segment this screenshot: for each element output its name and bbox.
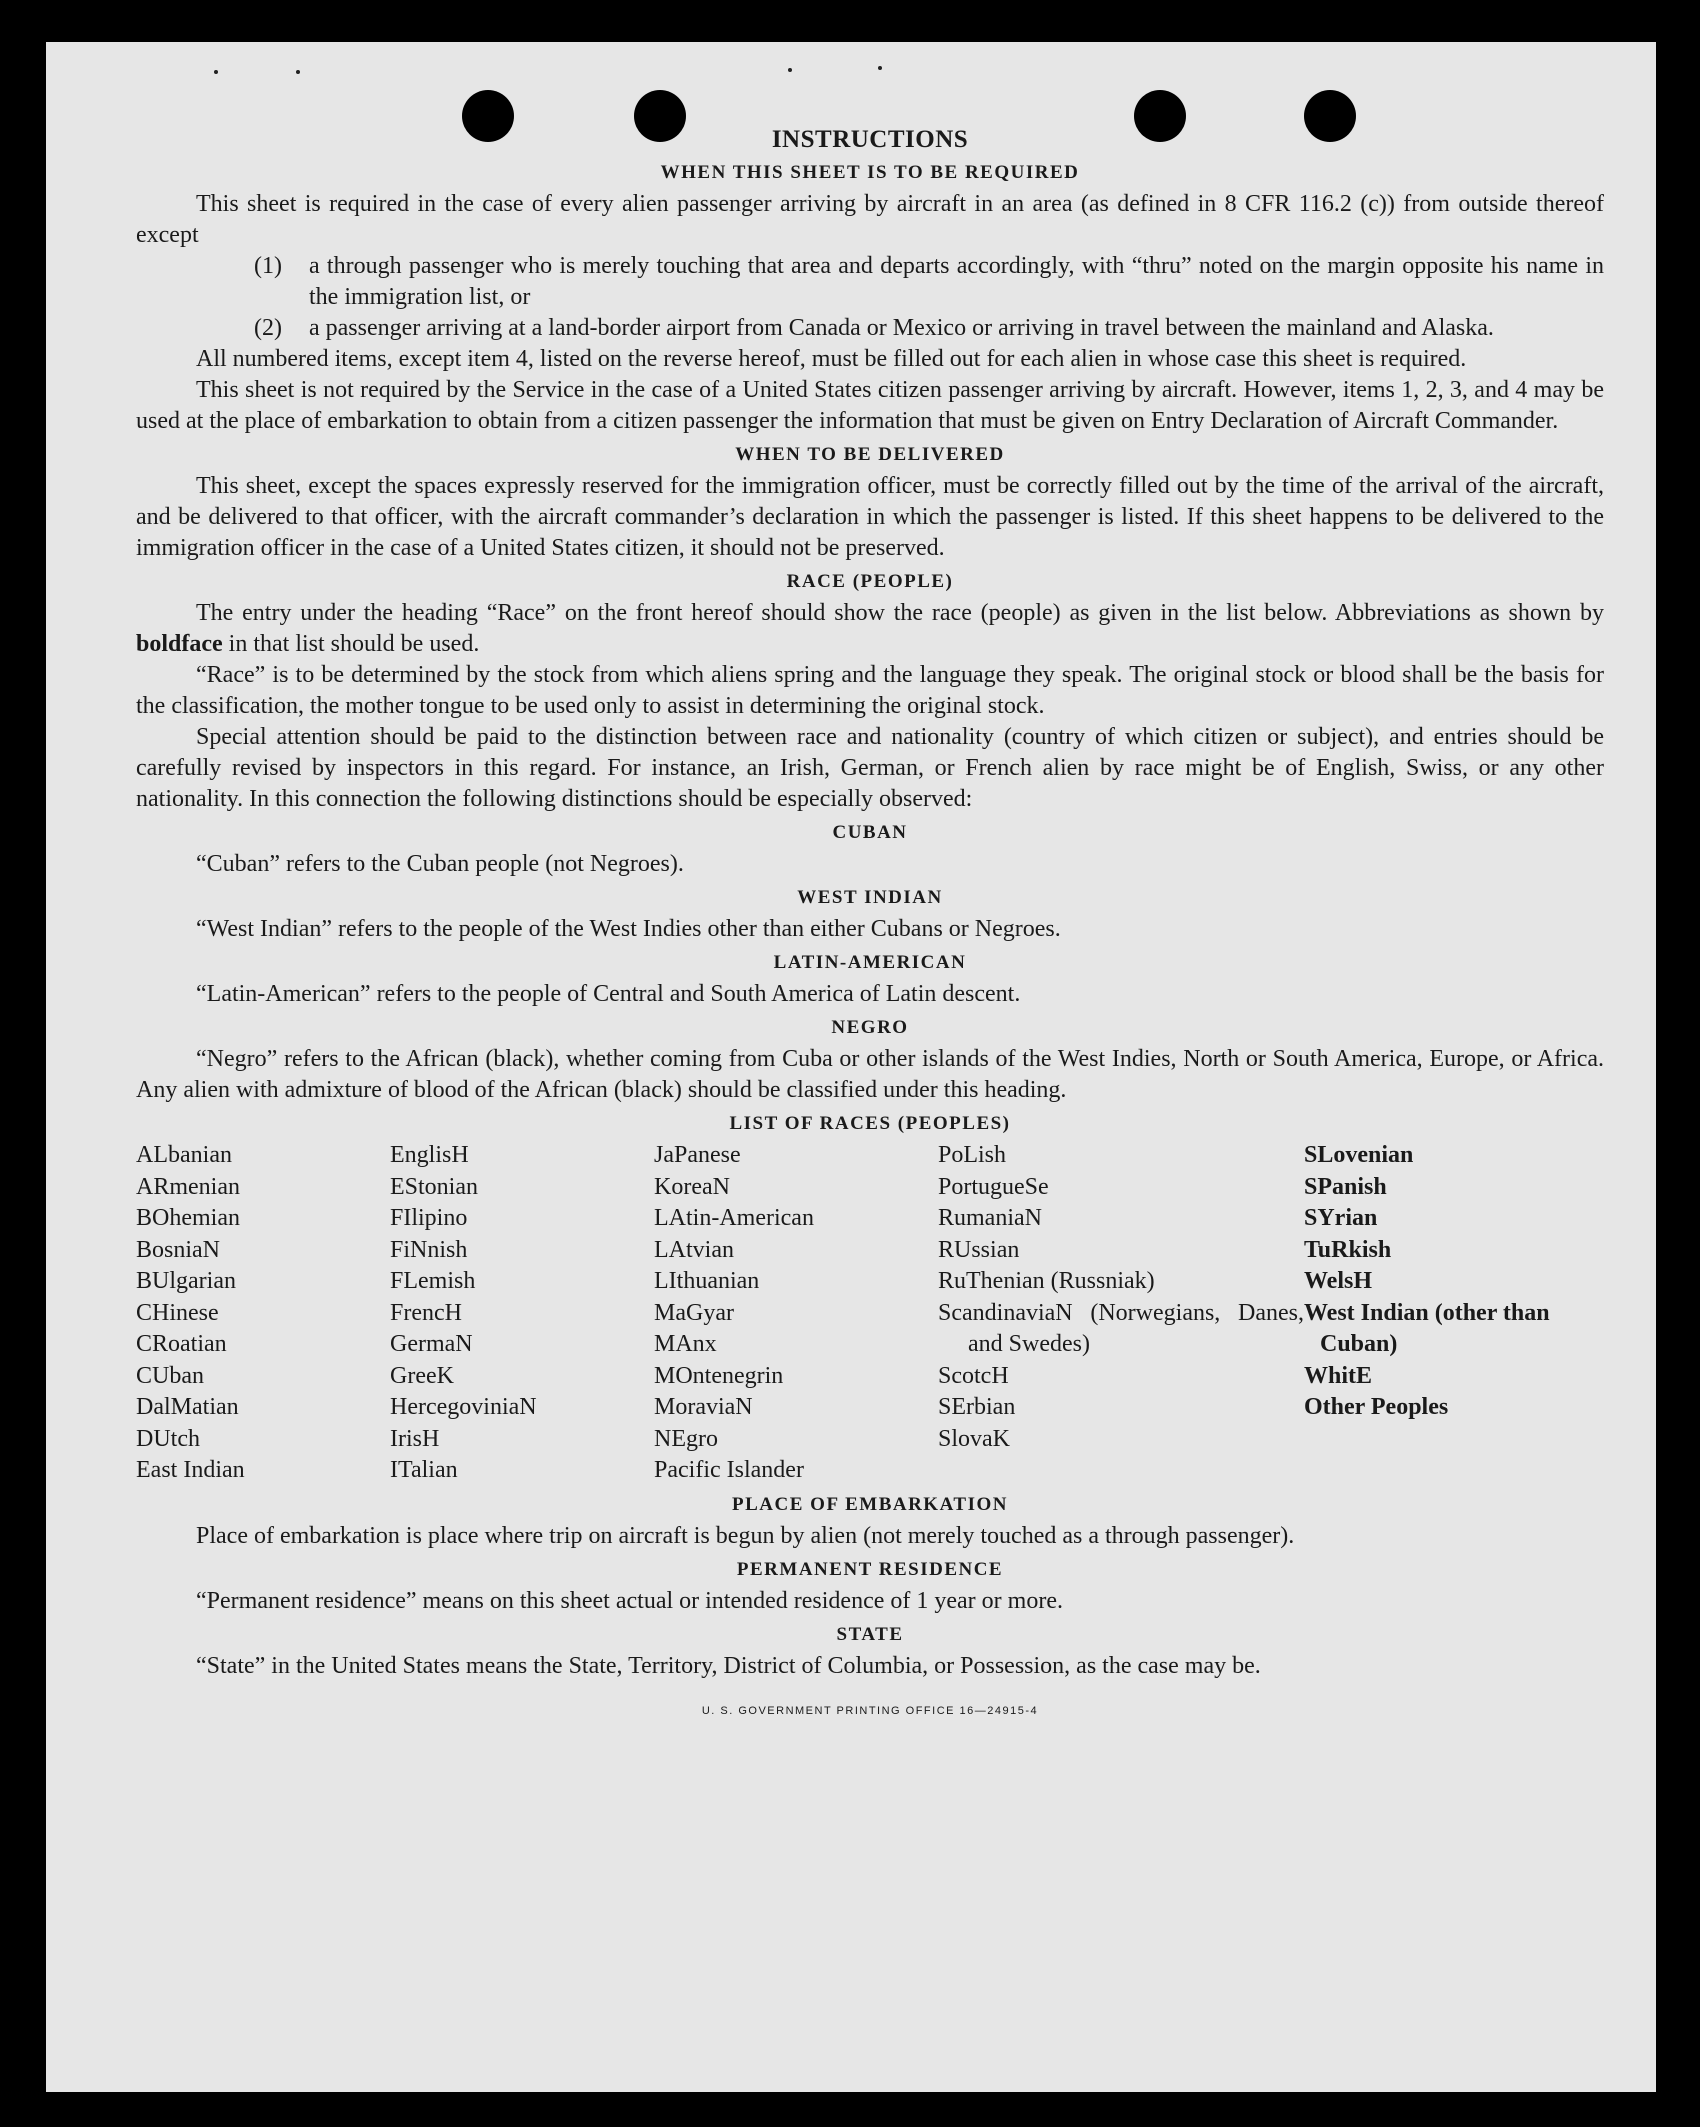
races-column [654,1140,938,1487]
race-entry: DUtch [136,1425,200,1452]
speck [296,70,300,74]
races-column [938,1140,1304,1487]
section-heading-embarkation: PLACE OF EMBARKATION [732,1493,1008,1515]
race-entry: CHinese [136,1299,219,1326]
races-column-group [938,1140,1304,1298]
race-entry: IrisH [390,1425,440,1452]
race-entry: NEgro [654,1425,718,1452]
race-entry: KoreaN [654,1173,730,1200]
section-heading-cuban: CUBAN [832,822,908,843]
race-entry: WelsH [1304,1268,1373,1294]
text-run: The entry under the heading “Race” on the front hereof should show the race (people) as given in the list below. Abbreviations as shown by [196,600,1604,626]
section-heading-required: WHEN THIS SHEET IS TO BE REQUIRED [660,162,1080,183]
section-heading-delivered: WHEN TO BE DELIVERED [735,444,1005,465]
race-entry: FLemish [390,1268,476,1294]
races-column [1304,1140,1604,1487]
race-entry: SLovenian [1304,1142,1414,1168]
race-entry: CRoatian [136,1331,227,1357]
race-entry: PortugueSe [938,1173,1049,1200]
item-number: (2) [254,315,282,341]
race-entry: West Indian (other than Cuban) [1304,1299,1550,1357]
item-text: a through passenger who is merely touching that area and departs accordingly, with “thru” noted on the margin opposite his name in the immigration list, or [309,253,1604,310]
race-entry: FrencH [390,1299,462,1326]
race-entry: BosniaN [136,1236,220,1263]
race-entry: LAtin-American [654,1205,814,1231]
paragraph: “State” in the United States means the State, Territory, District of Columbia, or Possession, as the case may be. [196,1652,1261,1679]
races-column [390,1140,654,1487]
race-entry: GreeK [390,1362,454,1389]
paragraph: “West Indian” refers to the people of the West Indies other than either Cubans or Negroes. [196,916,1061,942]
paragraph: This sheet, except the spaces expressly reserved for the immigration officer, must be correctly filled out by the time of the arrival of the aircraft, and be delivered to that officer, with the aircraft commander’s declaration in which the passenger is listed. If this sheet happens to be delivered to the immigration officer in the case of a United States citizen, it should not be preserved. [136,473,1604,561]
race-entry: EStonian [390,1173,478,1200]
section-heading-list-of-races: LIST OF RACES (PEOPLES) [729,1113,1011,1134]
race-entry: MAnx [654,1331,717,1357]
speck [214,70,218,74]
race-entry: ARmenian [136,1173,240,1200]
race-entry: SlovaK [938,1425,1010,1452]
section-heading-negro: NEGRO [831,1017,909,1038]
section-heading-race: RACE (PEOPLE) [786,571,954,592]
item-text: a passenger arriving at a land-border airport from Canada or Mexico or arriving in travel between the mainland and Alaska. [309,315,1494,341]
paragraph [136,598,1604,660]
paragraph: “Permanent residence” means on this sheet actual or intended residence of 1 year or more. [196,1587,1063,1614]
race-entry: Pacific Islander [654,1457,804,1483]
race-entry: PoLish [938,1142,1007,1168]
list-item [254,313,1604,344]
races-column-group [1304,1361,1604,1424]
section-heading-residence: PERMANENT RESIDENCE [736,1558,1004,1580]
speck [788,68,792,72]
race-entry: DalMatian [136,1394,239,1420]
race-entry: RuThenian (Russniak) [938,1268,1155,1294]
speck [878,66,882,70]
race-entry: FiNnish [390,1236,468,1263]
race-entry: BUlgarian [136,1268,236,1294]
document-sheet [46,42,1656,2092]
race-entry: HercegoviniaN [390,1394,537,1420]
paragraph: “Race” is to be determined by the stock from which aliens spring and the language they speak. The original stock or blood shall be the basis for the classification, the mother tongue to be used only to assist in determining the original stock. [136,662,1604,719]
races-list [136,1140,1604,1487]
races-column-group [1304,1140,1604,1298]
text-run: in that list should be used. [222,631,480,657]
race-entry: TuRkish [1304,1236,1392,1263]
page-title: INSTRUCTIONS [771,126,969,153]
bold-text: boldface [136,631,223,657]
race-entry: MoraviaN [654,1394,753,1420]
race-entry: WhitE [1304,1362,1373,1389]
printer-imprint: U. S. GOVERNMENT PRINTING OFFICE 16—24915-4 [701,1704,1039,1717]
race-entry: LIthuanian [654,1268,760,1294]
race-entry: LAtvian [654,1236,734,1263]
item-number: (1) [254,253,282,279]
paragraph: All numbered items, except item 4, listed on the reverse hereof, must be filled out for each alien in whose case this sheet is required. [196,346,1467,372]
race-entry: CUban [136,1362,204,1389]
section-heading-state: STATE [836,1623,904,1645]
races-column-group [938,1361,1304,1456]
paragraph: “Cuban” refers to the Cuban people (not Negroes). [196,851,684,877]
race-entry: MOntenegrin [654,1362,784,1389]
race-entry: ScotcH [938,1362,1009,1389]
race-entry: JaPanese [654,1142,741,1168]
race-entry: FIlipino [390,1205,468,1231]
paragraph: This sheet is not required by the Service in the case of a United States citizen passenger arriving by aircraft. However, items 1, 2, 3, and 4 may be used at the place of embarkation to obtain from a citizen passenger the information that must be given on Entry Declaration of Aircraft Commander. [136,377,1604,434]
race-entry: SYrian [1304,1205,1378,1231]
race-entry: EnglisH [390,1142,469,1168]
paragraph: “Latin-American” refers to the people of Central and South America of Latin descent. [196,981,1021,1007]
section-heading-latin-american: LATIN-AMERICAN [773,952,967,973]
race-entry: ITalian [390,1457,458,1483]
list-item [254,251,1604,313]
paragraph: Special attention should be paid to the distinction between race and nationality (country of which citizen or subject), and entries should be carefully revised by inspectors in this regard. For instance, an Irish, German, or French alien by race might be of English, Swiss, or any other nationality. In this connection the following distinctions should be especially observed: [136,724,1604,812]
race-entry: Other Peoples [1304,1394,1449,1420]
race-entry: RumaniaN [938,1205,1042,1231]
section-heading-west-indian: WEST INDIAN [797,887,943,908]
race-entry: SPanish [1304,1173,1387,1200]
instructions-content [136,124,1604,1727]
race-entry: MaGyar [654,1299,734,1326]
race-entry: GermaN [390,1331,473,1357]
race-entry: BOhemian [136,1205,240,1231]
race-entry: East Indian [136,1457,245,1483]
race-entry: ScandinaviaN (Norwegians, Danes, and Swedes) [938,1299,1304,1357]
race-entry: SErbian [938,1394,1016,1420]
paragraph: Place of embarkation is place where trip on aircraft is begun by alien (not merely touched as a through passenger). [196,1522,1295,1549]
race-entry: ALbanian [136,1142,232,1168]
paragraph: This sheet is required in the case of every alien passenger arriving by aircraft in an area (as defined in 8 CFR 116.2 (c)) from outside thereof except [136,191,1604,248]
paragraph: “Negro” refers to the African (black), whether coming from Cuba or other islands of the West Indies, North or South America, Europe, or Africa. Any alien with admixture of blood of the African (black) should be classified under this heading. [136,1046,1604,1103]
races-column [136,1140,390,1487]
race-entry: RUssian [938,1236,1020,1263]
